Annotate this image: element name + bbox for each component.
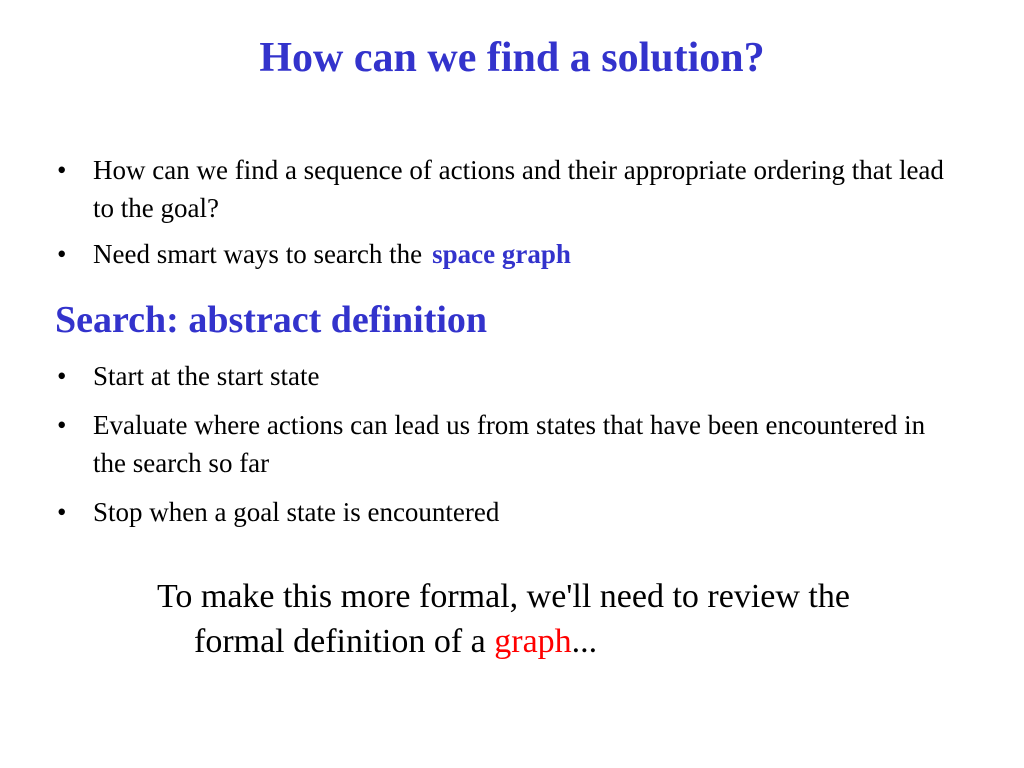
note-highlight: graph xyxy=(494,623,572,660)
note-suffix: ... xyxy=(571,623,598,660)
slide-title: How can we find a solution? xyxy=(259,35,765,81)
bullet-text: Need smart ways to search the xyxy=(93,239,423,269)
highlight-term: space graph xyxy=(432,239,571,269)
bullet-dot: • xyxy=(57,239,67,269)
bullet-list-top xyxy=(55,151,955,273)
list-item xyxy=(55,406,955,482)
bullet-list-bottom xyxy=(55,357,955,531)
list-item xyxy=(55,493,955,531)
closing-note xyxy=(157,574,854,664)
list-item xyxy=(55,151,955,227)
bullet-text: Stop when a goal state is encountered xyxy=(93,497,500,527)
bullet-dot: • xyxy=(57,155,67,185)
bullet-dot: • xyxy=(57,497,67,527)
bullet-dot: • xyxy=(57,361,67,391)
list-item xyxy=(55,357,955,395)
bullet-text: Start at the start state xyxy=(93,361,320,391)
bullet-dot: • xyxy=(57,410,67,440)
list-item xyxy=(55,235,955,273)
bullet-text: Evaluate where actions can lead us from states that have been encountered in the search so far xyxy=(93,410,926,478)
section-heading: Search: abstract definition xyxy=(55,299,488,341)
note-text: To make this more formal, we'll need to review the formal definition of a xyxy=(157,578,850,660)
bullet-text: How can we find a sequence of actions and their appropriate ordering that lead to the goal? xyxy=(93,155,944,223)
